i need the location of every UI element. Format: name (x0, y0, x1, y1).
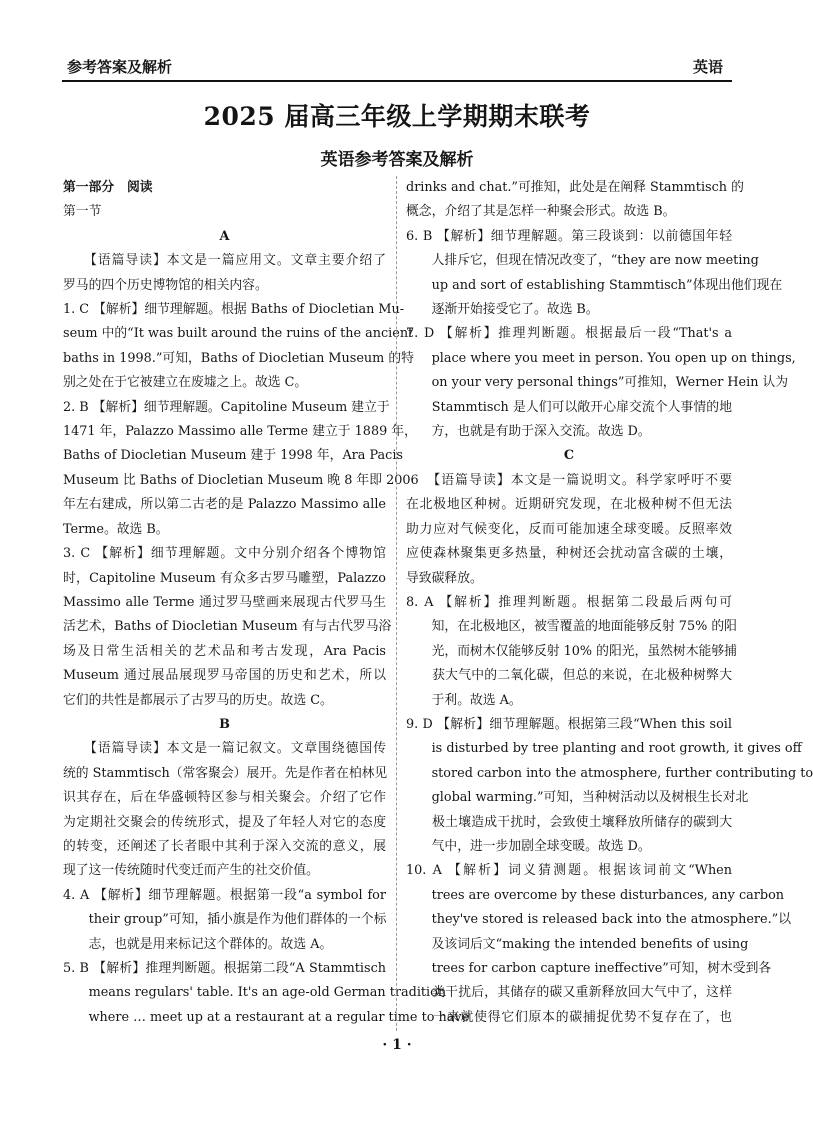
column-divider (396, 176, 397, 1031)
text-line: 识其存在，后在华盛顿特区参与相关聚会。介绍了它作 (63, 790, 386, 806)
text-line: 年左右建成，所以第二古老的是 Palazzo Massimo alle (63, 497, 386, 513)
text-line: they've stored is released back into the atmosphere.”以 (406, 912, 792, 928)
text-line: 罗马的四个历史博物馆的相关内容。 (63, 277, 268, 293)
text-line: 在北极地区种树。近期研究发现，在北极种树不但无法 (406, 497, 732, 513)
text-line: drinks and chat.”可推知，此处是在阐释 Stammtisch 的 (406, 180, 744, 195)
header-subject-label: 英语 (692, 58, 723, 76)
text-line: place where you meet in person. You open up on things, (406, 350, 796, 366)
text-line: trees for carbon capture ineffective”可知，树木受到各 (406, 961, 772, 976)
text-line: 第一节 (63, 204, 102, 220)
section-heading: A (219, 228, 230, 244)
text-line: up and sort of establishing Stammtisch”体现出他们现在 (406, 277, 783, 293)
text-line: 8. A 【解析】推理判断题。根据第二段最后两句可 (406, 594, 732, 610)
text-line: Museum 比 Baths of Diocletian Museum 晚 8 年即 2006 (63, 472, 419, 488)
text-line: 4. A 【解析】细节理解题。根据第一段“a symbol for (63, 887, 386, 903)
text-line: is disturbed by tree planting and root growth, it gives off (406, 741, 802, 757)
text-line: 助力应对气候变化，反而可能加速全球变暖。反照率效 (406, 521, 732, 537)
text-line: seum 中的“It was built around the ruins of the ancient (63, 326, 414, 342)
text-line: global warming.”可知，当种树活动以及树根生长对北 (406, 790, 749, 806)
text-line: 【语篇导读】本文是一篇记叙文。文章围绕德国传 (63, 741, 386, 757)
text-line: 10. A 【解析】词义猜测题。根据该词前文“When (406, 863, 732, 879)
text-line: 逐渐开始接受它了。故选 B。 (406, 302, 599, 318)
text-line: 志，也就是用来标记这个群体的。故选 A。 (63, 936, 333, 952)
text-line: 1. C 【解析】细节理解题。根据 Baths of Diocletian Mu- (63, 302, 405, 318)
section-heading: C (563, 448, 575, 464)
text-line: 【语篇导读】本文是一篇应用文。文章主要介绍了 (63, 253, 386, 269)
text-line: where … meet up at a restaurant at a regular time to have (63, 1009, 470, 1025)
text-line: 于利。故选 A。 (406, 692, 522, 708)
text-line: 知，在北极地区，被雪覆盖的地面能够反射 75% 的阳 (406, 619, 737, 635)
right-column (406, 176, 813, 1030)
text-line: stored carbon into the atmosphere, further contributing to (406, 765, 813, 781)
section-heading: B (219, 716, 230, 732)
text-line: 概念，介绍了其是怎样一种聚会形式。故选 B。 (406, 204, 676, 220)
text-line: Museum 通过展品展现罗马帝国的历史和艺术，所以 (63, 668, 386, 684)
header-section-label: 参考答案及解析 (67, 58, 173, 76)
text-line: Stammtisch 是人们可以敞开心扉交流个人事情的地 (406, 399, 732, 415)
text-line: 3. C 【解析】细节理解题。文中分别介绍各个博物馆 (63, 546, 386, 562)
text-line: 它们的共性是都展示了古罗马的历史。故选 C。 (63, 692, 333, 708)
text-line: 别之处在于它被建立在废墟之上。故选 C。 (63, 375, 308, 391)
text-line: Massimo alle Terme 通过罗马壁画来展现古代罗马生 (63, 594, 386, 610)
text-line: 导致碳释放。 (406, 570, 483, 586)
text-line: their group”可知，插小旗是作为他们群体的一个标 (63, 912, 387, 928)
text-line: 【语篇导读】本文是一篇说明文。科学家呼吁不要 (406, 472, 732, 488)
text-line: 时，Capitoline Museum 有众多古罗马雕塑，Palazzo (63, 570, 386, 586)
text-line: 极土壤造成干扰时，会致使土壤释放所储存的碳到大 (406, 814, 732, 830)
text-line: baths in 1998.”可知，Baths of Diocletian Museum 的特 (63, 350, 414, 366)
text-line: 5. B 【解析】推理判断题。根据第二段“A Stammtisch (63, 961, 386, 976)
text-line: 6. B 【解析】细节理解题。第三段谈到：以前德国年轻 (406, 228, 732, 244)
text-line: trees are overcome by these disturbances, any carbon (406, 887, 785, 903)
text-line: 第一部分 阅读 (63, 180, 153, 195)
text-line: 一来就使得它们原本的碳捕捉优势不复存在了，也 (406, 1009, 732, 1025)
text-line: 现了这一传统随时代变迁而产生的社交价值。 (63, 863, 319, 879)
text-line: 9. D 【解析】细节理解题。根据第三段“When this soil (406, 716, 732, 732)
text-line: 为定期社交聚会的传统形式，提及了年轻人对它的态度 (63, 814, 386, 830)
text-line: 7. D 【解析】推理判断题。根据最后一段“That's a (406, 326, 732, 342)
text-line: 活艺术，Baths of Diocletian Museum 有与古代罗马浴 (63, 619, 392, 635)
text-line: 统的 Stammtisch（常客聚会）展开。先是作者在柏林见 (63, 765, 388, 781)
header-divider (62, 80, 732, 82)
text-line: 人排斥它，但现在情况改变了，“they are now meeting (406, 253, 759, 269)
text-line: 及该词后文“making the intended benefits of using (406, 936, 749, 952)
page-number: · 1 · (382, 1037, 412, 1053)
text-line: 类干扰后，其储存的碳又重新释放回大气中了，这样 (406, 985, 732, 1001)
text-line: 1471 年，Palazzo Massimo alle Terme 建立于 1889 年， (63, 424, 417, 440)
text-line: on your very personal things”可推知，Werner Hein 认为 (406, 375, 789, 391)
text-line: 场及日常生活相关的艺术品和考古发现，Ara Pacis (63, 643, 386, 659)
text-line: means regulars' table. It's an age-old German tradition (63, 985, 447, 1001)
text-line: 应使森林聚集更多热量，种树还会扰动富含碳的土壤， (406, 546, 732, 562)
text-line: Terme。故选 B。 (63, 521, 169, 537)
text-line: 2. B 【解析】细节理解题。Capitoline Museum 建立于 (63, 399, 390, 415)
page-title: 2025 届高三年级上学期期末联考 (203, 102, 591, 131)
page-subtitle: 英语参考答案及解析 (320, 150, 474, 170)
text-line: Baths of Diocletian Museum 建于 1998 年，Ara Pacis (63, 448, 403, 464)
text-line: 气中，进一步加剧全球变暖。故选 D。 (406, 838, 651, 854)
text-line: 光，而树木仅能够反射 10% 的阳光，虽然树木能够捕 (406, 643, 737, 659)
text-line: 方，也就是有助于深入交流。故选 D。 (406, 424, 651, 440)
text-line: 的转变，还阐述了长者眼中其利于深入交流的意义，展 (63, 838, 386, 854)
text-line: 获大气中的二氧化碳，但总的来说，在北极种树弊大 (406, 668, 732, 684)
